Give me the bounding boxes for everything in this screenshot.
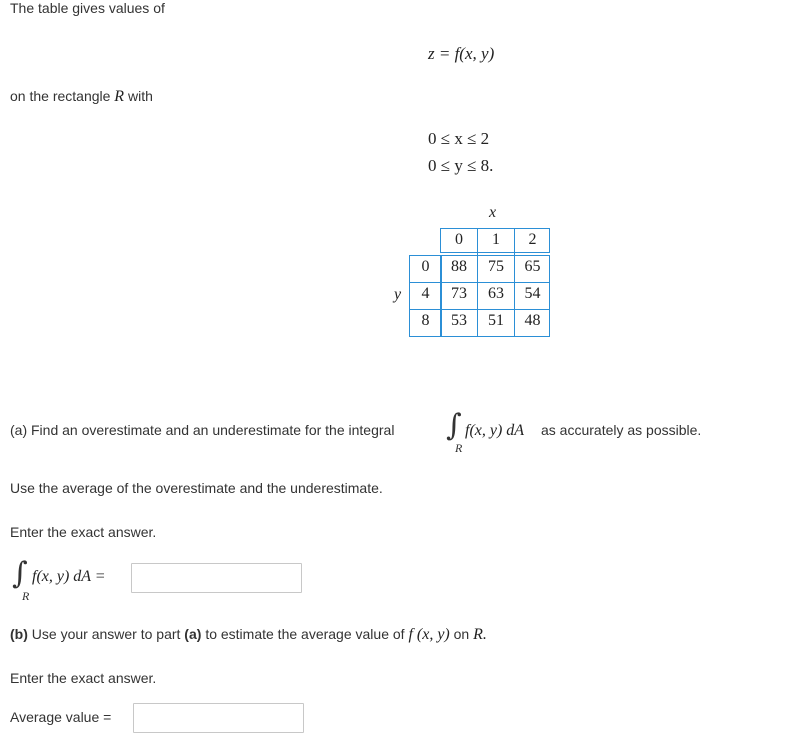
integral-sign-icon: ∫	[12, 556, 28, 591]
part-a-region: R	[455, 441, 463, 455]
table-cell: 75	[488, 258, 504, 275]
part-a-integrand: f(x, y) dA	[465, 422, 525, 439]
part-b-label: (b)	[10, 626, 28, 642]
part-b-ref: (a)	[184, 626, 202, 642]
table-cell: 53	[451, 312, 467, 329]
part-b-func: f (x, y)	[408, 626, 450, 643]
rectangle-text-end: with	[127, 88, 153, 104]
part-a-integral	[446, 408, 462, 443]
part-b-region: R.	[473, 626, 487, 643]
part-b-prompt-text: Use your answer to part	[31, 626, 181, 642]
answer-a-input[interactable]	[131, 563, 302, 593]
part-b-on: on	[453, 626, 470, 642]
table-cell: 51	[488, 312, 504, 329]
part-a-prompt-start: (a) Find an overestimate and an underestimate for the integral	[10, 422, 395, 438]
table-cell: 73	[451, 285, 467, 302]
table-y-label: y	[394, 286, 402, 303]
table-y-value: 8	[421, 312, 430, 329]
answer-a-integral	[12, 556, 28, 591]
table-cell: 54	[524, 285, 541, 302]
rectangle-text	[10, 88, 153, 106]
table-y-value: 4	[421, 285, 430, 302]
table-cell: 65	[524, 258, 541, 275]
average-value-label: Average value =	[10, 709, 112, 725]
part-b-enter-exact: Enter the exact answer.	[10, 670, 157, 686]
part-a-instruction: Use the average of the overestimate and the underestimate.	[10, 480, 383, 496]
part-b-prompt	[10, 626, 487, 644]
answer-a-label: f(x, y) dA =	[32, 568, 106, 585]
table-cell: 48	[524, 312, 541, 329]
rectangle-var: R	[114, 88, 125, 105]
table-x-value: 0	[455, 231, 463, 248]
intro-text: The table gives values of	[10, 0, 165, 16]
table-hline	[409, 309, 550, 310]
integral-sign-icon: ∫	[446, 408, 462, 443]
part-a-enter-exact: Enter the exact answer.	[10, 524, 157, 540]
answer-a-region: R	[22, 589, 30, 603]
table-x-value: 1	[492, 231, 500, 248]
table-x-value: 2	[528, 231, 537, 248]
table-hline	[409, 282, 550, 283]
table-cell: 63	[488, 285, 504, 302]
rectangle-text-start: on the rectangle	[10, 88, 111, 104]
answer-b-input[interactable]	[133, 703, 304, 733]
constraint-y: 0 ≤ y ≤ 8.	[428, 156, 494, 175]
part-b-prompt-end: to estimate the average value of	[205, 626, 405, 642]
part-a-prompt-end: as accurately as possible.	[541, 422, 702, 438]
function-equation: z = f(x, y)	[428, 44, 495, 63]
constraint-x: 0 ≤ x ≤ 2	[428, 129, 490, 148]
table-x-label: x	[489, 204, 497, 221]
table-y-value: 0	[421, 258, 430, 275]
part-a-prompt	[10, 422, 394, 438]
table-cell: 88	[451, 258, 467, 275]
